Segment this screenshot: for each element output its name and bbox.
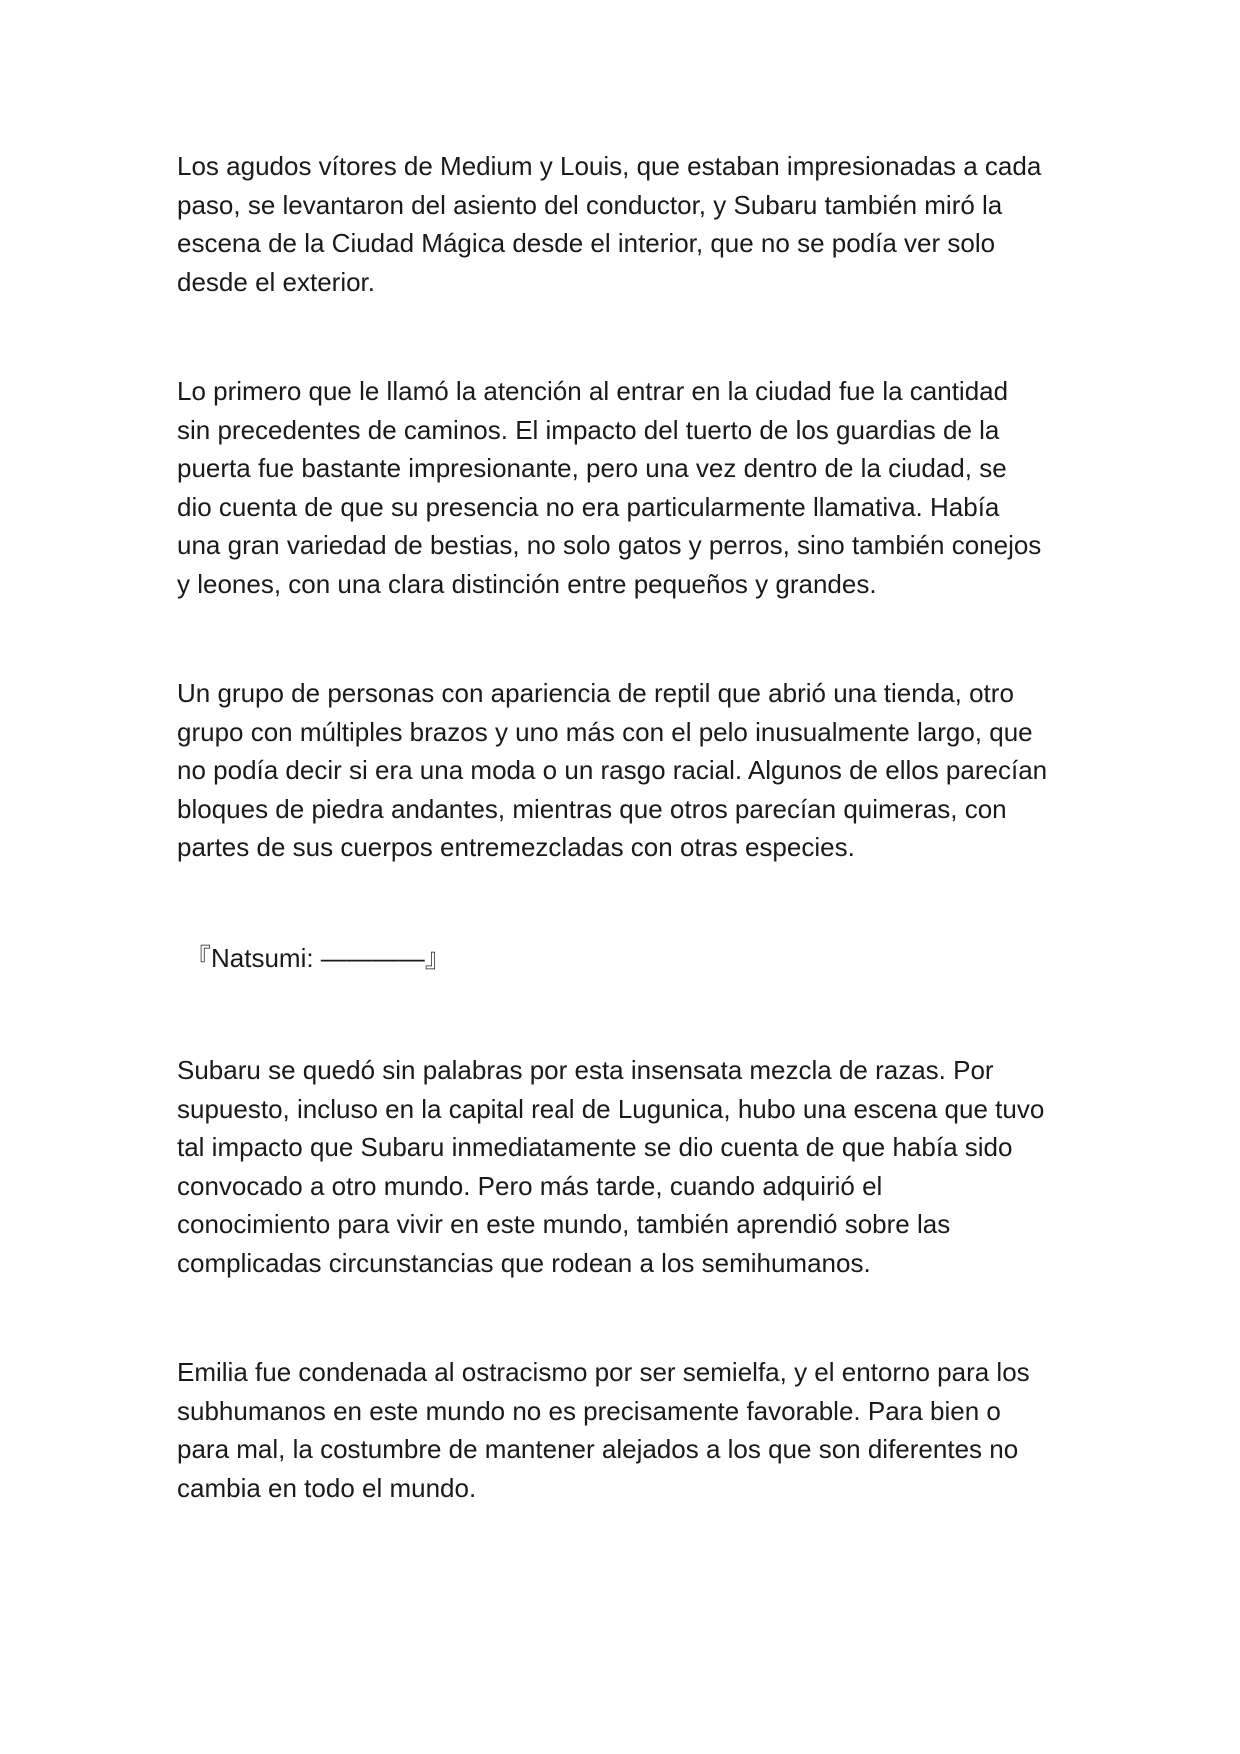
paragraph-2: Lo primero que le llamó la atención al entrar en la ciudad fue la cantidad sin precedentes de caminos. El impacto del tuerto de los guardias de la puerta fue bastante impresionante, pero una vez dentro de la ciudad, se dio cuenta de que su presencia no era particularmente llamativa. Había una gran variedad de bestias, no solo gatos y perros, sino también conejos y leones, con una clara distinción entre pequeños y grandes. [177,376,1042,599]
paragraph-3: Un grupo de personas con apariencia de reptil que abrió una tienda, otro grupo con múltiples brazos y uno más con el pelo inusualmente largo, que no podía decir si era una moda o un rasgo racial. Algunos de ellos parecían bloques de piedra andantes, mientras que otros parecían quimeras, con partes de sus cuerpos entremezcladas con otras especies. [177,678,1048,862]
dialogue-line: 『Natsumi: ————』 [185,943,451,973]
paragraph-1: Los agudos vítores de Medium y Louis, que estaban impresionadas a cada paso, se levantaron del asiento del conductor, y Subaru también miró la escena de la Ciudad Mágica desde el interior, que no se podía ver solo desde el exterior. [177,151,1042,297]
paragraph-6: Emilia fue condenada al ostracismo por ser semielfa, y el entorno para los subhumanos en este mundo no es precisamente favorable. Para bien o para mal, la costumbre de mantener alejados a los que son diferentes no cambia en todo el mundo. [177,1357,1030,1503]
paragraph-5: Subaru se quedó sin palabras por esta insensata mezcla de razas. Por supuesto, incluso en la capital real de Lugunica, hubo una escena que tuvo tal impacto que Subaru inmediatamente se dio cuenta de que había sido convocado a otro mundo. Pero más tarde, cuando adquirió el conocimiento para vivir en este mundo, también aprendió sobre las complicadas circunstancias que rodean a los semihumanos. [177,1055,1045,1278]
